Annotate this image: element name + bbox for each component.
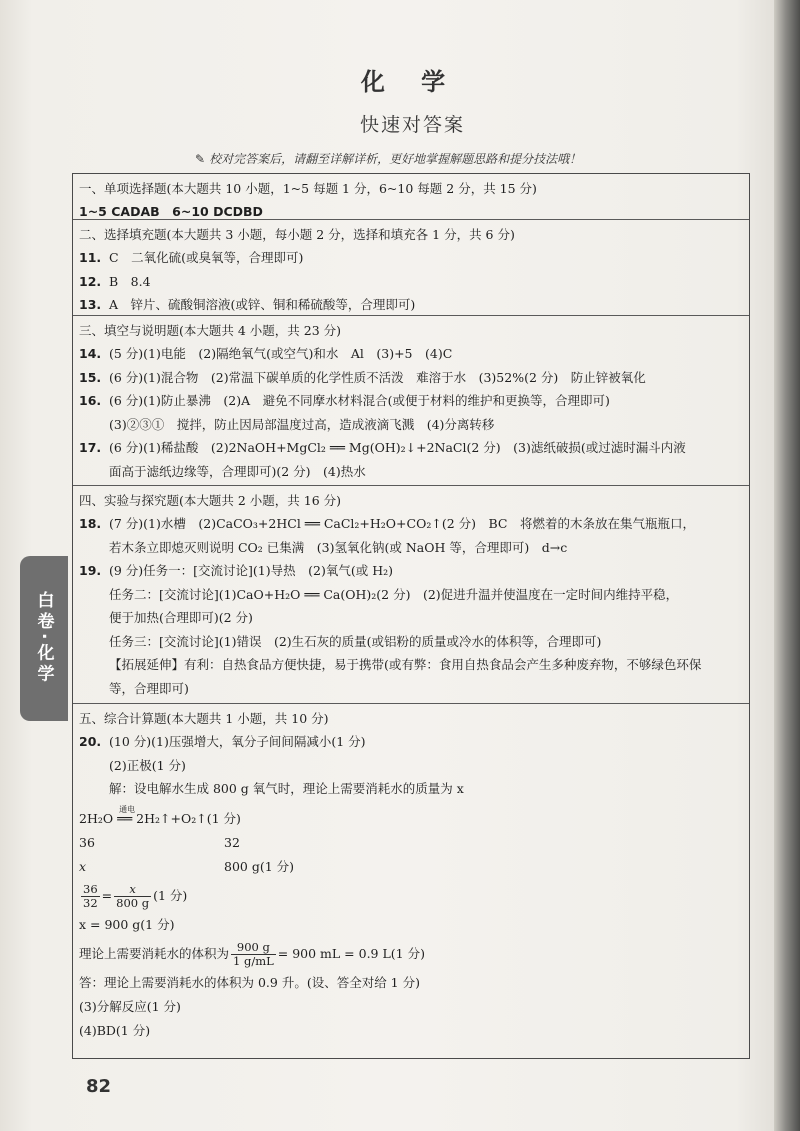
question-number: 18. bbox=[79, 516, 102, 531]
numerator: 900 g bbox=[231, 941, 276, 955]
answer-text: (7 分)(1)水槽 (2)CaCO₃+2HCl ══ CaCl₂+H₂O+CO₂↑(2 分) BC 将燃着的木条放在集气瓶瓶口， bbox=[109, 516, 695, 531]
answer-19-extension: 【拓展延伸】有利：自热食品方便快捷，易于携带(或有弊：食用自热食品会产生多种废弃物，不够绿色环保 bbox=[109, 657, 702, 672]
x-result: x = 900 g(1 分) bbox=[79, 916, 175, 932]
side-tab: 白卷·化学 bbox=[20, 556, 68, 721]
section-title: 四、实验与探究题(本大题共 2 小题，共 16 分) bbox=[79, 493, 342, 508]
score-note: (1 分) bbox=[153, 887, 188, 903]
answer-18-cont: 若木条立即熄灭则说明 CO₂ 已集满 (3)氢氧化钠(或 NaOH 等，合理即可) d→c bbox=[109, 539, 568, 555]
oxygen-mass: 32 bbox=[224, 834, 240, 850]
volume-fraction bbox=[231, 941, 276, 968]
answer-20-2: (2)正极(1 分) bbox=[109, 757, 186, 773]
pencil-icon: ✎ bbox=[195, 152, 206, 166]
question-number: 14. bbox=[79, 346, 102, 361]
proportion-row: $\frac{36}{32}$ = $\frac{x}{800 g}$ (1 分) bbox=[83, 881, 188, 910]
answer-20-solution: 解：设电解水生成 800 g 氧气时，理论上需要消耗水的质量为 x bbox=[109, 781, 464, 796]
question-number: 19. bbox=[79, 563, 102, 578]
answer-13 bbox=[79, 293, 743, 317]
section-single-choice bbox=[73, 174, 749, 220]
section-title: 三、填空与说明题(本大题共 4 小题，共 23 分) bbox=[79, 323, 342, 338]
instruction-note bbox=[195, 150, 581, 167]
reaction-condition: 通电 bbox=[119, 804, 136, 814]
page-subtitle: 快速对答案 bbox=[359, 114, 465, 136]
section-title: 二、选择填充题(本大题共 3 小题，每小题 2 分，选择和填充各 1 分，共 6 分) bbox=[79, 227, 515, 242]
answer-text: A 锌片、硫酸铜溶液(或锌、铜和稀硫酸等，合理即可) bbox=[109, 297, 416, 312]
answer-text: C 二氧化硫(或臭氧等，合理即可) bbox=[109, 250, 304, 265]
answer-17-cont: 面高于滤纸边缘等，合理即可)(2 分) (4)热水 bbox=[109, 463, 366, 479]
note-text: 校对完答案后，请翻至详解详析，更好地掌握解题思路和提分技法哦！ bbox=[209, 152, 582, 166]
answers-1-10: 1~5 CADAB 6~10 DCDBD bbox=[79, 204, 263, 219]
page-number: 82 bbox=[86, 1076, 112, 1097]
answer-14 bbox=[79, 342, 743, 366]
section-calculation bbox=[73, 704, 749, 1058]
answer-11 bbox=[79, 246, 743, 270]
question-number: 15. bbox=[79, 369, 102, 385]
answer-20-4: (4)BD(1 分) bbox=[79, 1022, 151, 1038]
question-number: 12. bbox=[79, 273, 102, 289]
unknown-row bbox=[79, 855, 743, 879]
question-number: 13. bbox=[79, 297, 102, 312]
equation-left: 2H₂O bbox=[79, 810, 114, 826]
final-answer: 答：理论上需要消耗水的体积为 0.9 升。(设、答全对给 1 分) bbox=[79, 974, 420, 990]
question-number: 11. bbox=[79, 250, 102, 265]
answer-text: (9 分)任务一：[交流讨论](1)导热 (2)氧气(或 H₂) bbox=[109, 563, 393, 578]
fraction-left bbox=[81, 883, 100, 910]
equation-right: 2H₂↑+O₂↑(1 分) bbox=[136, 810, 241, 826]
answer-19 bbox=[79, 559, 743, 583]
page-title: 化 学 bbox=[360, 68, 460, 96]
answer-20 bbox=[79, 730, 743, 754]
section-title: 一、单项选择题(本大题共 10 小题，1~5 每题 1 分，6~10 每题 2 分，共 15 分) bbox=[79, 181, 537, 196]
answer-19-task3: 任务三：[交流讨论](1)错误 (2)生石灰的质量(或铝粉的质量或冷水的体积等，合理即可) bbox=[109, 633, 602, 649]
water-mass: 36 bbox=[79, 834, 95, 850]
answer-12 bbox=[79, 270, 743, 294]
fraction-right bbox=[114, 883, 151, 910]
denominator: 32 bbox=[83, 895, 98, 910]
answer-text: (5 分)(1)电能 (2)隔绝氧气(或空气)和水 Al (3)+5 (4)C bbox=[109, 346, 453, 361]
chemical-equation bbox=[79, 804, 743, 831]
equation-arrow: 通电 ══ bbox=[117, 807, 132, 831]
answer-19-task2-cont: 便于加热(合理即可)(2 分) bbox=[109, 610, 253, 625]
answer-text: (10 分)(1)压强增大，氧分子间间隔减小(1 分) bbox=[109, 734, 366, 749]
section-title: 五、综合计算题(本大题共 1 小题，共 10 分) bbox=[79, 711, 329, 726]
question-number: 17. bbox=[79, 440, 102, 455]
denominator: 1 g/mL bbox=[233, 953, 274, 968]
section-experiment bbox=[73, 486, 749, 704]
answer-16-cont: (3)②③① 搅拌，防止因局部温度过高，造成液滴飞溅 (4)分离转移 bbox=[109, 416, 495, 432]
unknown-x: x bbox=[79, 858, 87, 874]
answer-text: B 8.4 bbox=[109, 273, 151, 289]
answer-17 bbox=[79, 436, 743, 460]
answer-table bbox=[72, 173, 750, 1059]
section-fill-explain bbox=[73, 316, 749, 486]
volume-row bbox=[79, 937, 743, 971]
question-number: 20. bbox=[79, 734, 102, 749]
denominator: 800 g bbox=[116, 895, 150, 910]
volume-result: = 900 mL = 0.9 L(1 分) bbox=[277, 945, 425, 961]
numerator: 36 bbox=[83, 881, 98, 896]
answer-20-3: (3)分解反应(1 分) bbox=[79, 998, 181, 1014]
oxygen-given: 800 g(1 分) bbox=[224, 858, 295, 874]
answer-text: (6 分)(1)防止暴沸 (2)A 避免不同摩水材料混合(或便于材料的维护和更换等，合理即可) bbox=[109, 393, 610, 408]
section-choice-fill bbox=[73, 220, 749, 316]
answer-19-extension-cont: 等，合理即可) bbox=[109, 680, 189, 696]
question-number: 16. bbox=[79, 393, 102, 408]
answer-18 bbox=[79, 512, 743, 536]
answer-text: (6 分)(1)混合物 (2)常温下碳单质的化学性质不活泼 难溶于水 (3)52%(2 分) 防止锌被氧化 bbox=[109, 369, 646, 385]
volume-prefix: 理论上需要消耗水的体积为 bbox=[79, 945, 230, 961]
answer-19-task2: 任务二：[交流讨论](1)CaO+H₂O ══ Ca(OH)₂(2 分) (2)促进升温并使温度在一定时间内维持平稳， bbox=[109, 586, 679, 602]
molar-mass-row bbox=[79, 831, 743, 855]
numerator: x bbox=[114, 883, 151, 897]
answer-16 bbox=[79, 389, 743, 413]
book-spine bbox=[774, 0, 800, 1131]
answer-text: (6 分)(1)稀盐酸 (2)2NaOH+MgCl₂ ══ Mg(OH)₂↓+2NaCl(2 分) (3)滤纸破损(或过滤时漏斗内液 bbox=[109, 440, 686, 455]
answer-15 bbox=[79, 366, 743, 390]
